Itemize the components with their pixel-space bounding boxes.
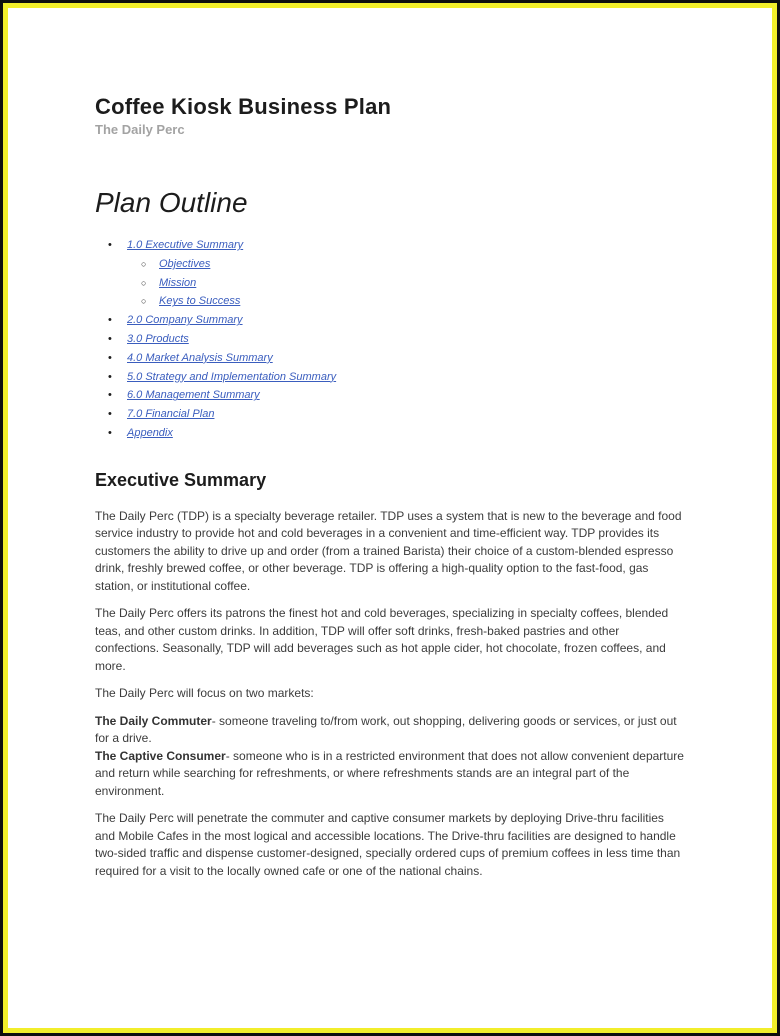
bullet-icon: •: [108, 370, 112, 383]
bullet-icon: •: [108, 314, 112, 327]
bullet-icon: •: [108, 351, 112, 364]
outline-item: [95, 274, 684, 293]
document-page: [8, 8, 772, 1028]
bullet-icon: •: [108, 333, 112, 346]
outline-item: [95, 236, 684, 255]
outline-item: [95, 368, 684, 387]
paragraph-penetration-strategy: The Daily Perc will penetrate the commuter and captive consumer markets by deploying Drive-thru facilities and Mobile Cafes in the most logical and accessible locations. The Drive-thru facilities are designed to handle two-sided traffic and dispense customer-designed, specially ordered cups of premium coffees in less time than required for a visit to the locally owned cafe or one of the national chains.: [95, 811, 681, 878]
outline-item: [95, 311, 684, 330]
outline-link-executive-summary[interactable]: 1.0 Executive Summary: [127, 239, 244, 252]
paragraph-overview: The Daily Perc (TDP) is a specialty beverage retailer. TDP uses a system that is new to the beverage and food service industry to provide hot and cold beverages in a convenient and time-efficient way. TDP provides its customers the ability to drive up and order (from a trained Barista) their choice of a custom-blended espresso drink, freshly brewed coffee, or other beverage. TDP is offering a high-quality option to the fast-food, gas station, or institutional coffee.: [95, 508, 682, 593]
outline-link-market-analysis-summary[interactable]: 4.0 Market Analysis Summary: [127, 351, 273, 364]
market-term-daily-commuter: The Daily Commuter: [95, 713, 212, 728]
outline-item: [95, 255, 684, 274]
outline-link-products[interactable]: 3.0 Products: [127, 333, 189, 346]
outline-item: [95, 292, 684, 311]
outline-item: [95, 424, 684, 443]
outline-list: [95, 236, 684, 443]
market-term-captive-consumer: The Captive Consumer: [95, 748, 226, 763]
bullet-icon: •: [108, 389, 112, 402]
outline-item: [95, 349, 684, 368]
market-desc-daily-commuter: - someone traveling to/from work, out shopping, delivering goods or services, or just out for a drive.: [95, 713, 677, 746]
outline-link-keys-to-success[interactable]: Keys to Success: [159, 295, 241, 308]
outline-link-appendix[interactable]: Appendix: [127, 427, 173, 440]
circle-bullet-icon: ○: [141, 258, 147, 269]
outline-item: [95, 386, 684, 405]
document-subtitle: The Daily Perc: [95, 122, 185, 138]
circle-bullet-icon: ○: [141, 277, 147, 288]
outline-link-strategy-implementation-summary[interactable]: 5.0 Strategy and Implementation Summary: [127, 370, 337, 383]
outline-link-management-summary[interactable]: 6.0 Management Summary: [127, 389, 260, 402]
section-heading-executive-summary: Executive Summary: [95, 469, 267, 490]
bullet-icon: •: [108, 408, 112, 421]
outline-heading: Plan Outline: [95, 187, 248, 219]
outline-link-mission[interactable]: Mission: [159, 276, 197, 289]
document-title: Coffee Kiosk Business Plan: [95, 94, 392, 119]
bullet-icon: •: [108, 239, 112, 252]
paragraph-offerings: The Daily Perc offers its patrons the finest hot and cold beverages, specializing in specialty coffees, blended teas, and other custom drinks. In addition, TDP will offer soft drinks, fresh-baked pastries and other confections. Seasonally, TDP will add beverages such as hot apple cider, hot chocolate, frozen coffees, and more.: [95, 606, 669, 673]
circle-bullet-icon: ○: [141, 296, 147, 307]
outline-item: [95, 405, 684, 424]
paragraph-market-definitions: [95, 713, 684, 801]
paragraph-markets-intro: The Daily Perc will focus on two markets:: [95, 686, 314, 701]
market-desc-captive-consumer: - someone who is in a restricted environment that does not allow convenient departure and return while searching for refreshments, or where refreshments stands are an integral part of the environment.: [95, 748, 684, 798]
outline-item: [95, 330, 684, 349]
bullet-icon: •: [108, 427, 112, 440]
outline-link-company-summary[interactable]: 2.0 Company Summary: [127, 314, 243, 327]
outline-link-financial-plan[interactable]: 7.0 Financial Plan: [127, 408, 215, 421]
outline-link-objectives[interactable]: Objectives: [159, 257, 211, 270]
yellow-border-frame: [3, 3, 777, 1033]
